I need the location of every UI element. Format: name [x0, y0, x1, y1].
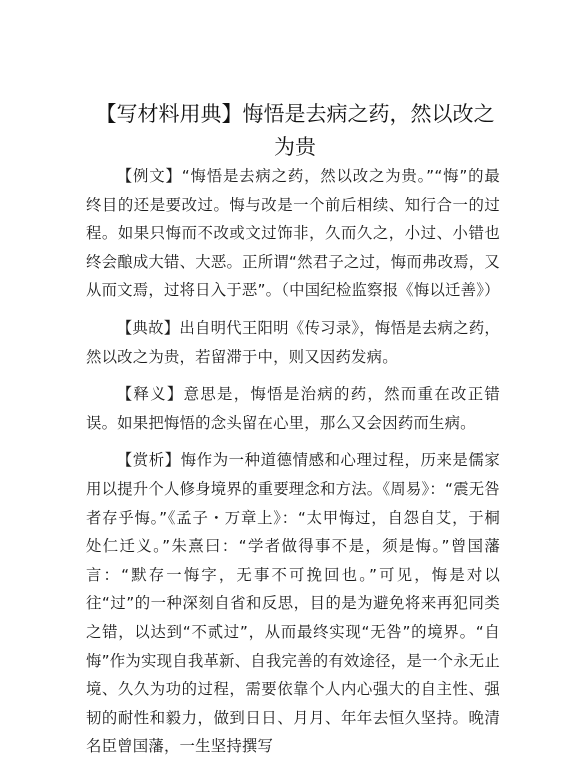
paragraph-appreciation: 【赏析】悔作为一种道德情感和心理过程，历来是儒家用以提升个人修身境界的重要理念和方法。《周易》：“震无咎者存乎悔。”《孟子・万章上》：“太甲悔过，自怨自艾，于桐处仁迁义。”朱熹曰：“学者做得事不是，须是悔。”曾国藩言：“默存一悔字，无事不可挽回也。”可见，悔是对以往“过”的一种深刻自省和反思，目的是为避免将来再犯同类之错，以达到“不贰过”，从而最终实现“无咎”的境界。“自悔”作为实现自我革新、自我完善的有效途径，是一个永无止境、久久为功的过程，需要依靠个人内心强大的自主性、强韧的耐性和毅力，做到日日、月月、年年去恒久坚持。晚清名臣曾国藩，一生坚持撰写: [86, 451, 500, 756]
paragraph-example: 【例文】“悔悟是去病之药，然以改之为贵。”“悔”的最终目的还是要改过。悔与改是一个前后相续、知行合一的过程。如果只悔而不改或文过饰非，久而久之，小过、小错也终会酿成大错、大恶。正所谓“然君子之过，悔而弗改焉，又从而文焉，过将日入于恶”。（中国纪检监察报《悔以迁善》）: [86, 167, 500, 300]
paragraph-interpretation: 【释义】意思是，悔悟是治病的药，然而重在改正错误。如果把悔悟的念头留在心里，那么又会因药而生病。: [86, 385, 500, 432]
document-title: 【写材料用典】悔悟是去病之药，然以改之为贵: [95, 102, 495, 159]
paragraph-allusion: 【典故】出自明代王阳明《传习录》，悔悟是去病之药，然以改之为贵，若留滞于中，则又因药发病。: [86, 318, 500, 366]
document-body: [86, 162, 500, 770]
